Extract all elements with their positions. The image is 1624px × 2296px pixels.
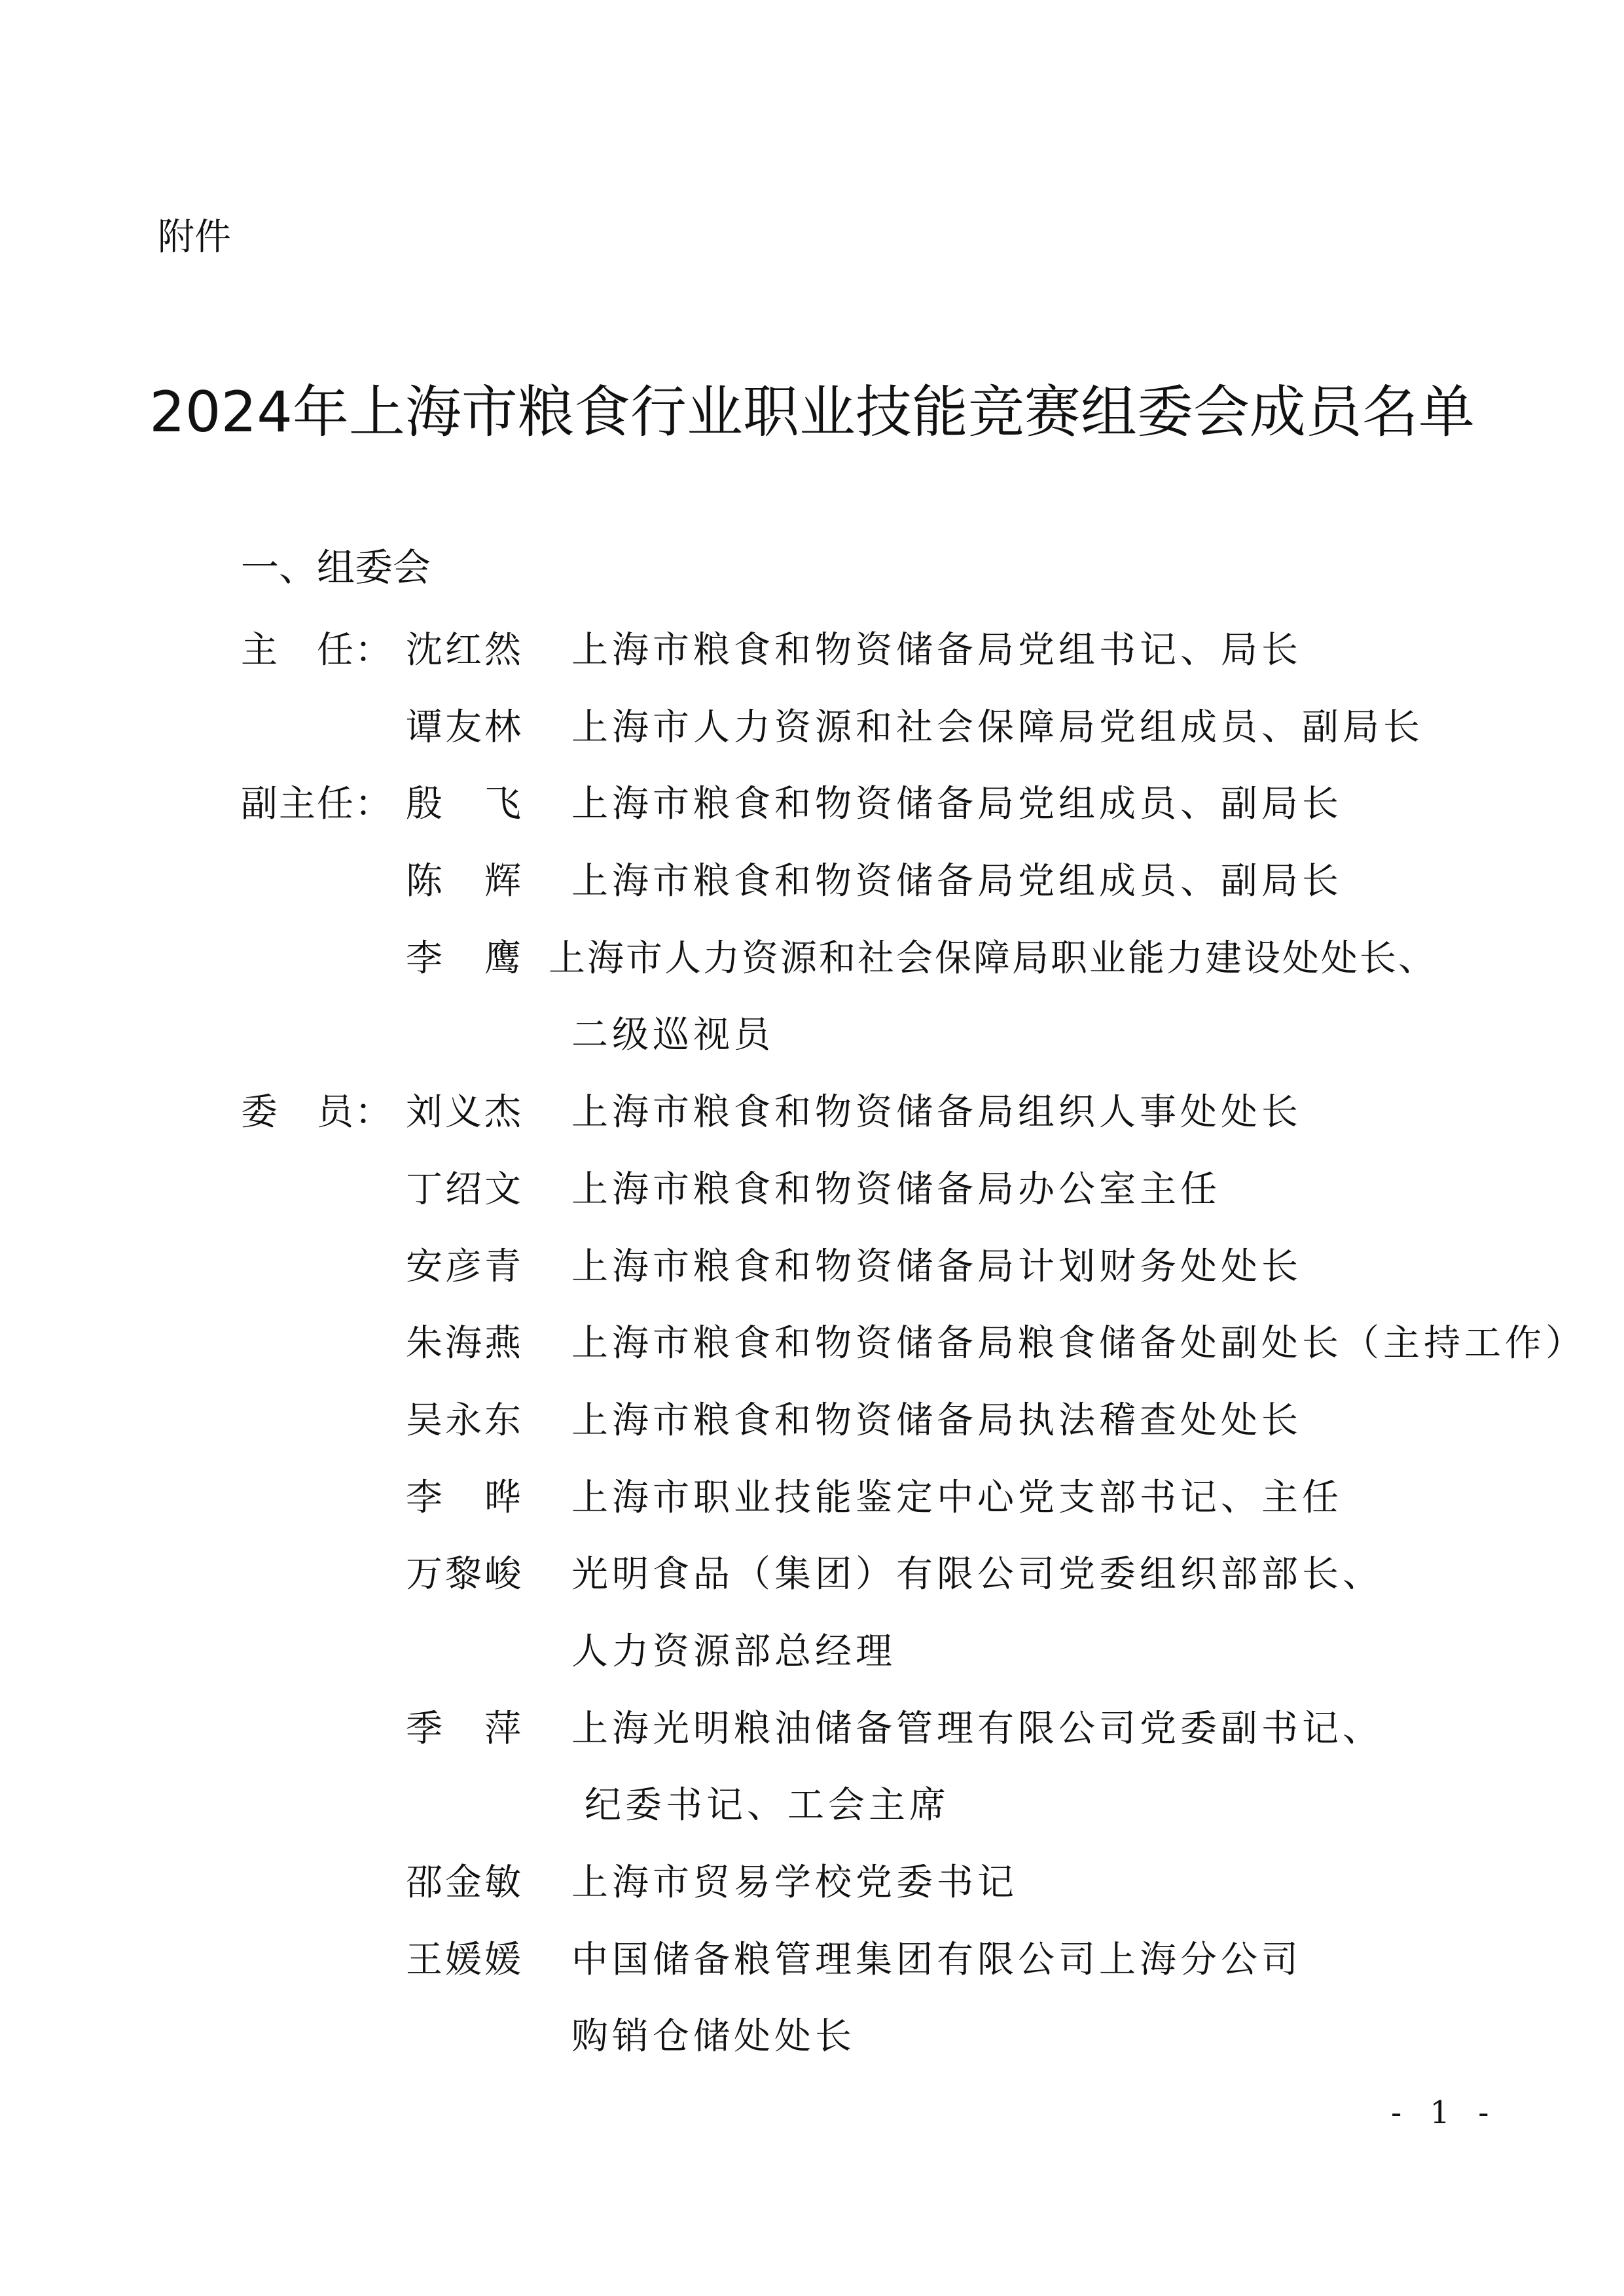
member-role: 委 员： (241, 1091, 393, 1134)
member-list (0, 612, 1624, 2075)
member-name: 刘义杰 (406, 1091, 524, 1134)
member-row (0, 689, 1624, 766)
attachment-label: 附件 (158, 216, 231, 259)
member-role: 主 任： (241, 629, 393, 672)
member-description: 中国储备粮管理集团有限公司上海分公司 (571, 1938, 1302, 1981)
member-name: 陈 辉 (406, 860, 524, 903)
member-row (0, 612, 1624, 689)
section-heading: 一、组委会 (241, 545, 431, 590)
member-name: 邵金敏 (406, 1861, 524, 1904)
member-description: 购销仓储处处长 (571, 2015, 856, 2058)
member-name: 殷 飞 (406, 783, 524, 826)
member-name: 季 萍 (406, 1707, 524, 1750)
member-name: 谭友林 (406, 706, 524, 749)
member-name: 丁绍文 (406, 1168, 524, 1211)
member-row (0, 1922, 1624, 1999)
member-description: 上海市粮食和物资储备局党组成员、副局长 (571, 860, 1343, 903)
member-description: 上海市粮食和物资储备局办公室主任 (571, 1168, 1221, 1211)
member-description: 上海市粮食和物资储备局粮食储备处副处长（主持工作） (571, 1322, 1586, 1365)
member-description: 光明食品（集团）有限公司党委组织部部长、 (571, 1553, 1383, 1596)
member-row (0, 1305, 1624, 1382)
member-row (0, 843, 1624, 920)
member-name: 李 鹰 (406, 937, 524, 980)
member-row (0, 1844, 1624, 1922)
member-row (0, 766, 1624, 843)
member-name: 万黎峻 (406, 1553, 524, 1596)
member-description: 上海市人力资源和社会保障局职业能力建设处处长、 (549, 937, 1437, 980)
member-name: 沈红然 (406, 629, 524, 672)
member-name: 李 晔 (406, 1476, 524, 1519)
member-name: 安彦青 (406, 1245, 524, 1288)
member-row (0, 997, 1624, 1074)
member-row (0, 1460, 1624, 1537)
member-row (0, 1613, 1624, 1691)
member-name: 朱海燕 (406, 1322, 524, 1365)
member-row (0, 1691, 1624, 1768)
member-description: 上海市贸易学校党委书记 (571, 1861, 1018, 1904)
member-row (0, 920, 1624, 997)
member-description: 上海市粮食和物资储备局执法稽查处处长 (571, 1399, 1302, 1442)
member-role: 副主任： (241, 783, 393, 826)
member-description: 上海市人力资源和社会保障局党组成员、副局长 (571, 706, 1424, 749)
member-row (0, 1151, 1624, 1229)
member-description: 二级巡视员 (571, 1014, 774, 1057)
member-row (0, 1382, 1624, 1460)
member-row (0, 1998, 1624, 2075)
member-description: 纪委书记、工会主席 (585, 1784, 950, 1827)
member-description: 上海市粮食和物资储备局计划财务处处长 (571, 1245, 1302, 1288)
member-description: 上海市粮食和物资储备局组织人事处处长 (571, 1091, 1302, 1134)
member-name: 王媛媛 (406, 1938, 524, 1981)
member-description: 人力资源部总经理 (571, 1630, 896, 1673)
member-row (0, 1074, 1624, 1151)
member-name: 吴永东 (406, 1399, 524, 1442)
page-number: - 1 - (1391, 2094, 1498, 2131)
member-row (0, 1229, 1624, 1306)
member-description: 上海光明粮油储备管理有限公司党委副书记、 (571, 1707, 1383, 1750)
page-title: 2024年上海市粮食行业职业技能竞赛组委会成员名单 (149, 380, 1475, 445)
member-description: 上海市粮食和物资储备局党组成员、副局长 (571, 783, 1343, 826)
member-row (0, 1536, 1624, 1613)
member-row (0, 1767, 1624, 1844)
member-description: 上海市粮食和物资储备局党组书记、局长 (571, 629, 1302, 672)
member-description: 上海市职业技能鉴定中心党支部书记、主任 (571, 1476, 1343, 1519)
